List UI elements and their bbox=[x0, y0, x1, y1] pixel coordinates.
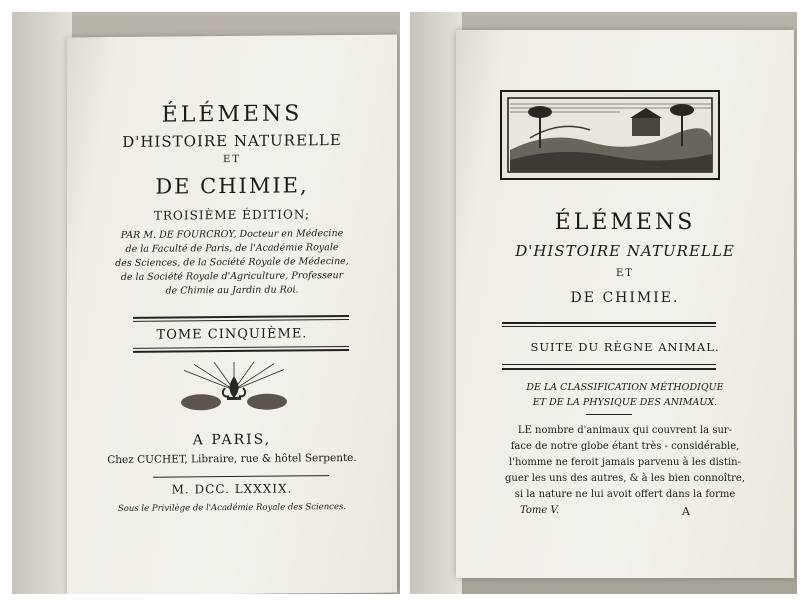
landscape-engraving bbox=[500, 90, 720, 180]
footer-tome: Tome V. bbox=[520, 505, 560, 516]
publisher: Chez CUCHET, Libraire, rue & hôtel Serpente. bbox=[107, 451, 357, 467]
year: M. DCC. LXXXIX. bbox=[171, 481, 293, 497]
section-title: SUITE DU RÈGNE ANIMAL. bbox=[530, 340, 720, 354]
author-line: des Sciences, de la Société Royale de Médecine, bbox=[115, 255, 349, 270]
rule bbox=[586, 414, 632, 415]
city: A PARIS, bbox=[192, 431, 272, 449]
body-line: l'homme ne feroit jamais parvenu à les distin- bbox=[509, 457, 741, 468]
chapter-heading: ET DE LA PHYSIQUE DES ANIMAUX. bbox=[532, 397, 718, 408]
privilege: Sous le Privilège de l'Académie Royale des Sciences. bbox=[117, 502, 347, 514]
body-line: LE nombre d'animaux qui couvrent la sur- bbox=[517, 425, 733, 436]
rule bbox=[502, 322, 716, 324]
rule bbox=[153, 475, 329, 478]
tome: TOME CINQUIÈME. bbox=[156, 326, 308, 343]
right-photo bbox=[410, 12, 797, 594]
body-line: face de notre globe étant très - considérable, bbox=[510, 441, 740, 452]
rule bbox=[502, 364, 716, 365]
title-page bbox=[67, 35, 397, 594]
footer-signature: A bbox=[682, 505, 690, 518]
subtitle-2: DE CHIMIE, bbox=[155, 173, 309, 199]
rule bbox=[502, 326, 716, 327]
body-line: guer les uns des autres, & à les bien connoître, bbox=[505, 473, 745, 484]
title: ÉLÉMENS bbox=[554, 210, 696, 235]
left-photo bbox=[12, 12, 400, 594]
subtitle-2: DE CHIMIE. bbox=[570, 290, 680, 306]
author-line: de Chimie au Jardin du Roi. bbox=[165, 284, 299, 297]
body-line: si la nature ne lui avoit offert dans la forme bbox=[514, 489, 736, 500]
book-edge bbox=[12, 12, 72, 594]
edition: TROISIÈME ÉDITION; bbox=[153, 207, 311, 223]
subtitle-1: D'HISTOIRE NATURELLE bbox=[122, 131, 342, 151]
book-edge bbox=[410, 12, 462, 594]
title: ÉLÉMENS bbox=[161, 101, 303, 128]
first-text-page bbox=[456, 30, 794, 578]
subtitle-et: ET bbox=[616, 268, 634, 279]
chapter-heading: DE LA CLASSIFICATION MÉTHODIQUE bbox=[526, 382, 724, 393]
subtitle-et: ET bbox=[223, 153, 241, 166]
rule bbox=[133, 349, 349, 353]
subtitle-1: D'HISTOIRE NATURELLE bbox=[515, 242, 735, 260]
author-line: de la Société Royale d'Agriculture, Professeur bbox=[120, 270, 344, 283]
author-line: PAR M. DE FOURCROY, Docteur en Médecine bbox=[120, 228, 344, 241]
rule bbox=[133, 319, 349, 322]
fleur-de-lis-vignette bbox=[179, 362, 289, 419]
author-line: de la Faculté de Paris, de l'Académie Royale bbox=[125, 242, 339, 255]
rule bbox=[502, 368, 716, 370]
